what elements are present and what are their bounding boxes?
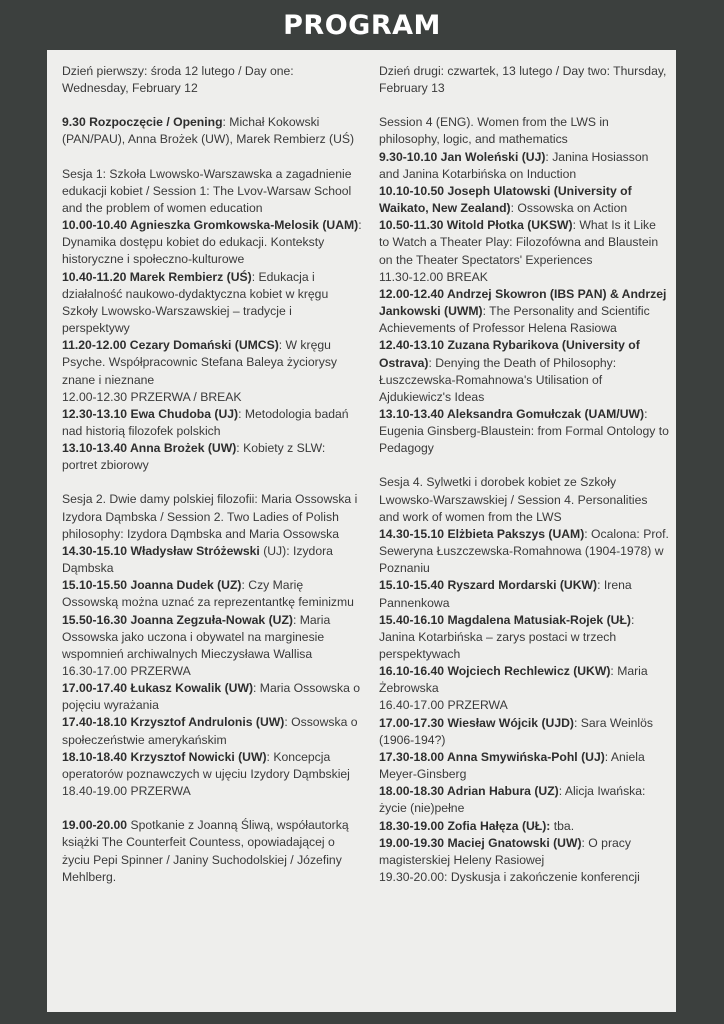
entry-text: Dzień drugi: czwartek, 13 lutego / Day two: Thursday, February 13: [379, 64, 667, 96]
program-entry: [62, 337, 362, 388]
program-entry: [62, 491, 362, 542]
entry-time-speaker: 12.30-13.10 Ewa Chudoba (UJ): [62, 406, 239, 421]
entry-text: (UJ): Izydora Dąmbska: [62, 543, 333, 576]
program-entry: [62, 543, 362, 577]
program-entry: [62, 406, 362, 440]
entry-text: : Maria Ossowska jako uczona i obywatel na marginesie wspomnień archiwalnych Mieczysława Wallisa: [62, 612, 331, 661]
program-entry: [379, 835, 669, 869]
entry-text: Sesja 2. Dwie damy polskiej filozofii: Maria Ossowska i Izydora Dąmbska / Session 2. Two Ladies of Polish philosophy: Izydora Dąmbska and Maria Ossowska: [62, 492, 358, 541]
day-two-column: [379, 63, 669, 886]
entry-text: : Metodologia badań nad historią filozofek polskich: [62, 406, 349, 438]
program-entry: [379, 818, 669, 835]
entry-text: : Denying the Death of Philosophy: Łuszczewska-Romahnowa's Utilisation of Ajdukiewicz's Ideas: [379, 355, 617, 404]
entry-text: : Michał Kokowski (PAN/PAU), Anna Brożek (UW), Marek Rembierz (UŚ): [62, 115, 355, 147]
entry-text: : Maria Ossowska o pojęciu wyrażania: [62, 681, 361, 713]
entry-text: : Eugenia Ginsberg-Blaustein: from Formal Ontology to Pedagogy: [379, 406, 669, 456]
spacer: [62, 149, 362, 166]
entry-time-speaker: 16.10-16.40 Wojciech Rechlewicz (UKW): [379, 664, 611, 679]
program-entry: [62, 714, 362, 748]
page-title: PROGRAM: [283, 10, 441, 41]
entry-time-speaker: 10.00-10.40 Agnieszka Gromkowska-Melosik (UAM): [62, 218, 359, 233]
program-panel: [47, 50, 676, 1012]
program-entry: [62, 663, 362, 680]
entry-time-speaker: 15.40-16.10 Magdalena Matusiak-Rojek (UŁ): [379, 612, 631, 627]
spacer: [62, 800, 362, 817]
program-entry: [62, 114, 362, 148]
entry-text: Sesja 4. Sylwetki i dorobek kobiet ze Szkoły Lwowsko-Warszawskiej / Session 4. Personalities and work of women from the LWS: [379, 475, 648, 524]
entry-text: 11.30-12.00 BREAK: [379, 269, 488, 284]
program-entry: [62, 817, 362, 886]
program-entry: [62, 612, 362, 663]
program-entry: [379, 114, 669, 148]
program-entry: [62, 217, 362, 268]
program-entry: [379, 337, 669, 406]
entry-time-speaker: 9.30 Rozpoczęcie / Opening: [62, 115, 223, 130]
program-entry: [62, 440, 362, 474]
program-entry: [379, 869, 669, 886]
spacer: [379, 457, 669, 474]
entry-time-speaker: 14.30-15.10 Elżbieta Pakszys (UAM): [379, 526, 585, 541]
spacer: [379, 97, 669, 114]
entry-time-speaker: 10.50-11.30 Witold Płotka (UKSW): [379, 218, 573, 233]
entry-text: Dzień pierwszy: środa 12 lutego / Day one: Wednesday, February 12: [62, 64, 294, 96]
spacer: [62, 474, 362, 491]
entry-time-speaker: 15.10-15.50 Joanna Dudek (UZ): [62, 578, 242, 593]
entry-text: : Dynamika dostępu kobiet do edukacji. Konteksty historyczne i społeczno-kulturowe: [62, 218, 362, 267]
program-entry: [62, 749, 362, 783]
program-entry: [62, 63, 362, 97]
entry-time-speaker: 14.30-15.10 Władysław Stróżewski: [62, 543, 260, 558]
entry-text: : Ossowska o społeczeństwie amerykańskim: [62, 715, 358, 747]
entry-text: : Irena Pannenkowa: [379, 578, 632, 610]
entry-text: : Ocalona: Prof. Seweryna Łuszczewska-Romahnowa (1904-1978) w Poznaniu: [379, 526, 669, 576]
program-entry: [62, 783, 362, 800]
entry-text: : Maria Żebrowska: [379, 664, 648, 696]
program-entry: [379, 749, 669, 783]
entry-text: 12.00-12.30 PRZERWA / BREAK: [62, 389, 242, 404]
entry-time-speaker: 9.30-10.10 Jan Woleński (UJ): [379, 149, 546, 164]
entry-text: : Edukacja i działalność naukowo-dydaktyczna kobiet w kręgu Szkoły Lwowsko-Warszawskiej – tradycje i perspektywy: [62, 269, 329, 336]
program-entry: [62, 680, 362, 714]
program-entry: [62, 389, 362, 406]
program-entry: [379, 406, 669, 457]
entry-text: : Kobiety z SLW: portret zbiorowy: [62, 441, 326, 473]
entry-time-speaker: 12.40-13.10 Zuzana Rybarikova (University of Ostrava): [379, 338, 640, 370]
entry-time-speaker: 10.40-11.20 Marek Rembierz (UŚ): [62, 269, 252, 284]
program-entry: [379, 286, 669, 337]
program-entry: [379, 612, 669, 663]
entry-time-speaker: 17.30-18.00 Anna Smywińska-Pohl (UJ): [379, 749, 605, 764]
program-entry: [62, 269, 362, 338]
entry-time-speaker: 18.00-18.30 Adrian Habura (UZ): [379, 784, 559, 799]
entry-text: Session 4 (ENG). Women from the LWS in philosophy, logic, and mathematics: [379, 115, 609, 147]
program-entry: [62, 166, 362, 217]
entry-time-speaker: 19.00-20.00: [62, 818, 128, 833]
entry-time-speaker: 17.40-18.10 Krzysztof Andrulonis (UW): [62, 715, 285, 730]
program-entry: [379, 663, 669, 697]
entry-text: : The Personality and Scientific Achievements of Professor Helena Rasiowa: [379, 304, 650, 336]
entry-text: : Koncepcja operatorów poznawczych w ujęciu Izydory Dąmbskiej: [62, 749, 350, 781]
spacer: [62, 97, 362, 114]
program-entry: [379, 149, 669, 183]
entry-time-speaker: 13.10-13.40 Aleksandra Gomułczak (UAM/UW): [379, 406, 645, 421]
entry-text: : Sara Weinlös (1906-194?): [379, 715, 654, 747]
entry-time-speaker: 13.10-13.40 Anna Brożek (UW): [62, 441, 237, 456]
entry-text: : W kręgu Psyche. Współpracownic Stefana Baleya życiorysy znane i nieznane: [62, 338, 338, 387]
entry-text: tba.: [553, 818, 575, 833]
entry-text: : Aniela Meyer-Ginsberg: [379, 749, 645, 782]
program-entry: [379, 217, 669, 268]
entry-text: Spotkanie z Joanną Śliwą, współautorką książki The Counterfeit Countess, opowiadającej o życiu Pepi Spinner / Janiny Suchodolskiej / Józefiny Mehlberg.: [62, 818, 349, 884]
entry-time-speaker: 12.00-12.40 Andrzej Skowron (IBS PAN) & Andrzej Jankowski (UWM): [379, 286, 667, 319]
entry-text: : Alicja Iwańska: życie (nie)pełne: [379, 784, 646, 816]
entry-time-speaker: 18.30-19.00 Zofia Hałęza (UŁ):: [379, 818, 554, 833]
program-entry: [62, 577, 362, 611]
day-one-column: [62, 63, 362, 886]
entry-time-speaker: 19.00-19.30 Maciej Gnatowski (UW): [379, 835, 582, 850]
entry-text: : Czy Marię Ossowską można uznać za reprezentantkę feminizmu: [62, 578, 354, 610]
entry-time-speaker: 18.10-18.40 Krzysztof Nowicki (UW): [62, 749, 267, 764]
entry-time-speaker: 10.10-10.50 Joseph Ulatowski (University of Waikato, New Zealand): [379, 183, 632, 216]
entry-time-speaker: 17.00-17.30 Wiesław Wójcik (UJD): [379, 715, 574, 730]
program-entry: [379, 269, 669, 286]
entry-text: 18.40-19.00 PRZERWA: [62, 784, 191, 799]
entry-time-speaker: 11.20-12.00 Cezary Domański (UMCS): [62, 338, 279, 353]
entry-time-speaker: 17.00-17.40 Łukasz Kowalik (UW): [62, 681, 254, 696]
entry-text: : Janina Hosiasson and Janina Kotarbińska on Induction: [379, 149, 649, 181]
entry-text: 16.30-17.00 PRZERWA: [62, 664, 191, 678]
entry-text: : O pracy magisterskiej Heleny Rasiowej: [379, 835, 631, 867]
program-entry: [379, 474, 669, 525]
entry-time-speaker: 15.50-16.30 Joanna Zegzuła-Nowak (UZ): [62, 612, 293, 627]
entry-text: : Janina Kotarbińska – zarys postaci w trzech perspektywach: [379, 612, 635, 661]
program-entry: [379, 183, 669, 217]
program-entry: [379, 783, 669, 817]
program-entry: [379, 715, 669, 749]
entry-text: 16.40-17.00 PRZERWA: [379, 698, 508, 713]
program-entry: [379, 577, 669, 611]
entry-text: 19.30-20.00: Dyskusja i zakończenie konferencji: [379, 870, 640, 885]
entry-text: Sesja 1: Szkoła Lwowsko-Warszawska a zagadnienie edukacji kobiet / Session 1: The Lvov-Warsaw School and the problem of women education: [62, 166, 352, 215]
program-entry: [379, 697, 669, 714]
program-entry: [379, 526, 669, 577]
entry-text: : Ossowska on Action: [510, 201, 628, 216]
program-entry: [379, 63, 669, 97]
entry-time-speaker: 15.10-15.40 Ryszard Mordarski (UKW): [379, 578, 598, 593]
entry-text: : What Is it Like to Watch a Theater Play: Filozofówna and Blaustein on the Theater Spectators' Experiences: [379, 218, 659, 267]
